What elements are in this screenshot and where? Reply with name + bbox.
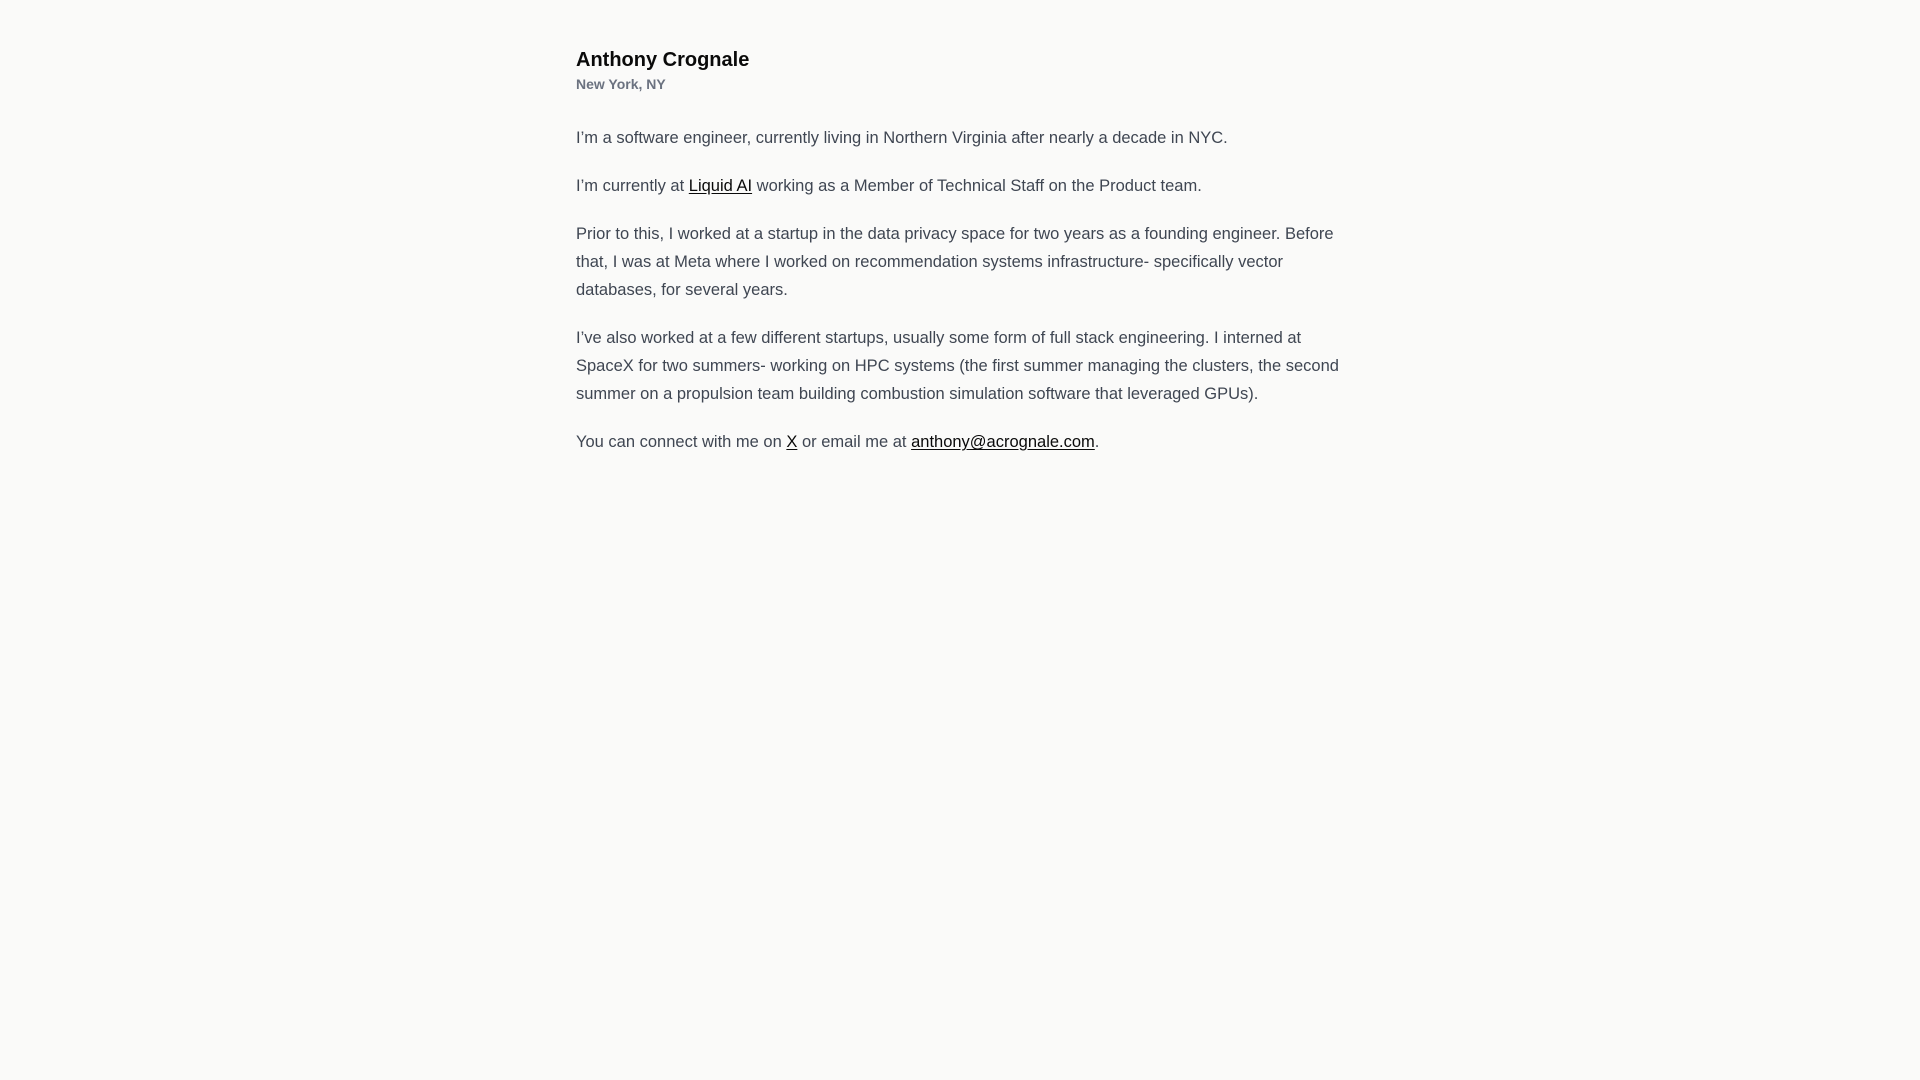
bio-paragraph-current-role xyxy=(576,172,1356,200)
location-label: New York, NY xyxy=(576,76,666,92)
bio-paragraph-contact xyxy=(576,428,1356,456)
contact-text-middle: or email me at xyxy=(797,433,912,451)
bio-paragraph-intro: I’m a software engineer, currently living in Northern Virginia after nearly a decade in NYC. xyxy=(576,129,1228,147)
contact-text-after: . xyxy=(1094,433,1100,451)
bio-paragraph-previous-roles: Prior to this, I worked at a startup in the data privacy space for two years as a founding engineer. Before that, I was at Meta where I worked on recommendation systems infrastructure- specifically vector databases, for several years. xyxy=(576,225,1334,299)
bio-section xyxy=(576,124,1356,456)
current-role-text-before: I’m currently at xyxy=(576,177,689,195)
liquid-ai-link[interactable]: Liquid AI xyxy=(688,177,753,195)
current-role-text-after: working as a Member of Technical Staff on the Product team. xyxy=(752,177,1202,195)
email-link[interactable]: anthony@acrognale.com xyxy=(911,433,1095,451)
x-profile-link[interactable]: X xyxy=(786,433,798,451)
page-title: Anthony Crognale xyxy=(576,49,750,71)
profile-page xyxy=(576,46,1356,476)
bio-paragraph-other-experience: I’ve also worked at a few different startups, usually some form of full stack engineering. I interned at SpaceX for two summers- working on HPC systems (the first summer managing the clusters, the second summer on a propulsion team building combustion simulation software that leveraged GPUs). xyxy=(576,329,1339,403)
contact-text-before: You can connect with me on xyxy=(576,433,787,451)
